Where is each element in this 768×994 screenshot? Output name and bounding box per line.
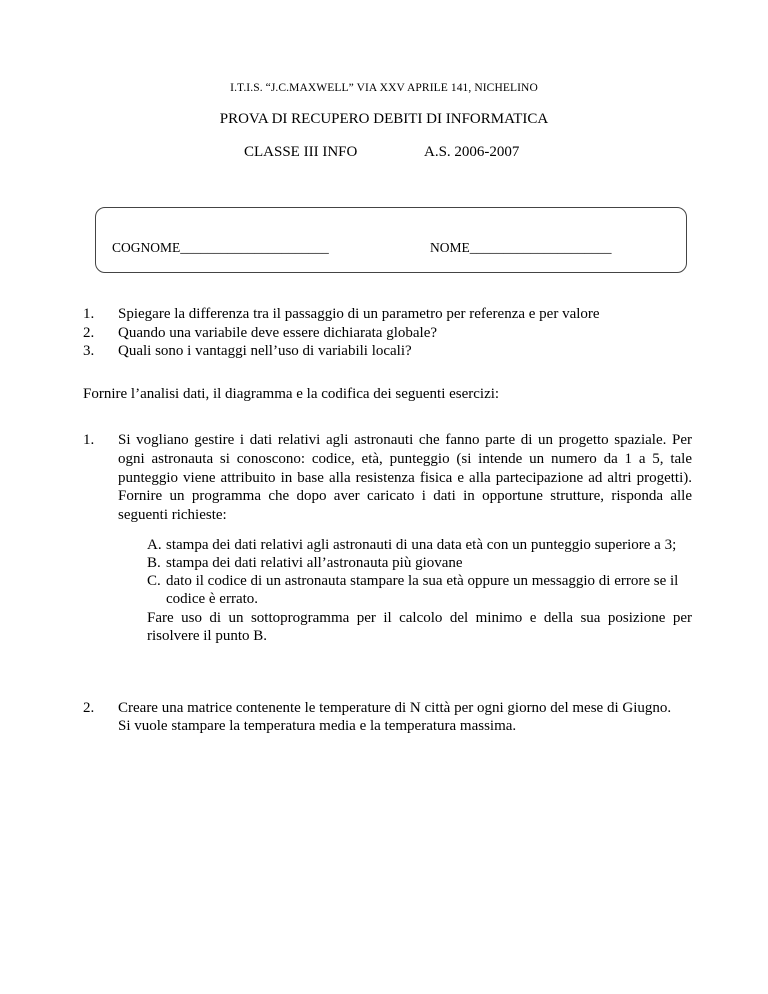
sub-item-label: C. — [147, 573, 161, 589]
exercise-instruction: Fornire l’analisi dati, il diagramma e la codifica dei seguenti esercizi: — [83, 386, 500, 402]
exercise-text-line: Si vogliano gestire i dati relativi agli astronauti che fanno parte di un progetto spaziale. Per — [118, 432, 692, 448]
question-number: 2. — [83, 325, 95, 341]
exercise-note: Fare uso di un sottoprogramma per il calcolo del minimo e della sua posizione per — [147, 610, 692, 626]
exercise-text-line: ogni astronauta si conoscono: codice, età, punteggio (si intende un numero da 1 a 5, tale — [118, 451, 692, 467]
exercise-text-line: seguenti richieste: — [118, 507, 227, 523]
class-label: CLASSE III INFO — [244, 144, 358, 160]
sub-item-text: dato il codice di un astronauta stampare la sua età oppure un messaggio di errore se il — [166, 573, 679, 589]
name-field: NOME_____________________ — [430, 240, 612, 255]
exercise-text-line: punteggio viene attribuito in base alla resistenza fisica e alla partecipazione ad altri progetti). — [118, 470, 692, 486]
page-title: PROVA DI RECUPERO DEBITI DI INFORMATICA — [219, 111, 549, 127]
exercise-text-line: Si vuole stampare la temperatura media e la temperatura massima. — [118, 718, 517, 734]
sub-item-label: B. — [147, 555, 161, 571]
sub-item-label: A. — [147, 537, 162, 553]
exercise-text-line: Creare una matrice contenente le temperature di N città per ogni giorno del mese di Giugno. — [118, 700, 672, 716]
exercise-number: 1. — [83, 432, 95, 448]
exercise-number: 2. — [83, 700, 95, 716]
school-year: A.S. 2006-2007 — [424, 144, 520, 160]
question-text: Quali sono i vantaggi nell’uso di variabili locali? — [118, 343, 412, 359]
sub-item-text-cont: codice è errato. — [166, 591, 259, 607]
exercise-text-line: Fornire un programma che dopo aver caricato i dati in opportune strutture, risponda alle — [118, 488, 692, 504]
question-number: 3. — [83, 343, 95, 359]
question-number: 1. — [83, 306, 95, 322]
sub-item-text: stampa dei dati relativi agli astronauti di una data età con un punteggio superiore a 3; — [166, 537, 677, 553]
surname-field: COGNOME______________________ — [112, 240, 329, 255]
school-header: I.T.I.S. “J.C.MAXWELL” VIA XXV APRILE 141, NICHELINO — [230, 82, 538, 94]
question-text: Spiegare la differenza tra il passaggio di un parametro per referenza e per valore — [118, 306, 600, 322]
exercise-note: risolvere il punto B. — [147, 628, 267, 644]
sub-item-text: stampa dei dati relativi all’astronauta più giovane — [166, 555, 463, 571]
question-text: Quando una variabile deve essere dichiarata globale? — [118, 325, 438, 341]
